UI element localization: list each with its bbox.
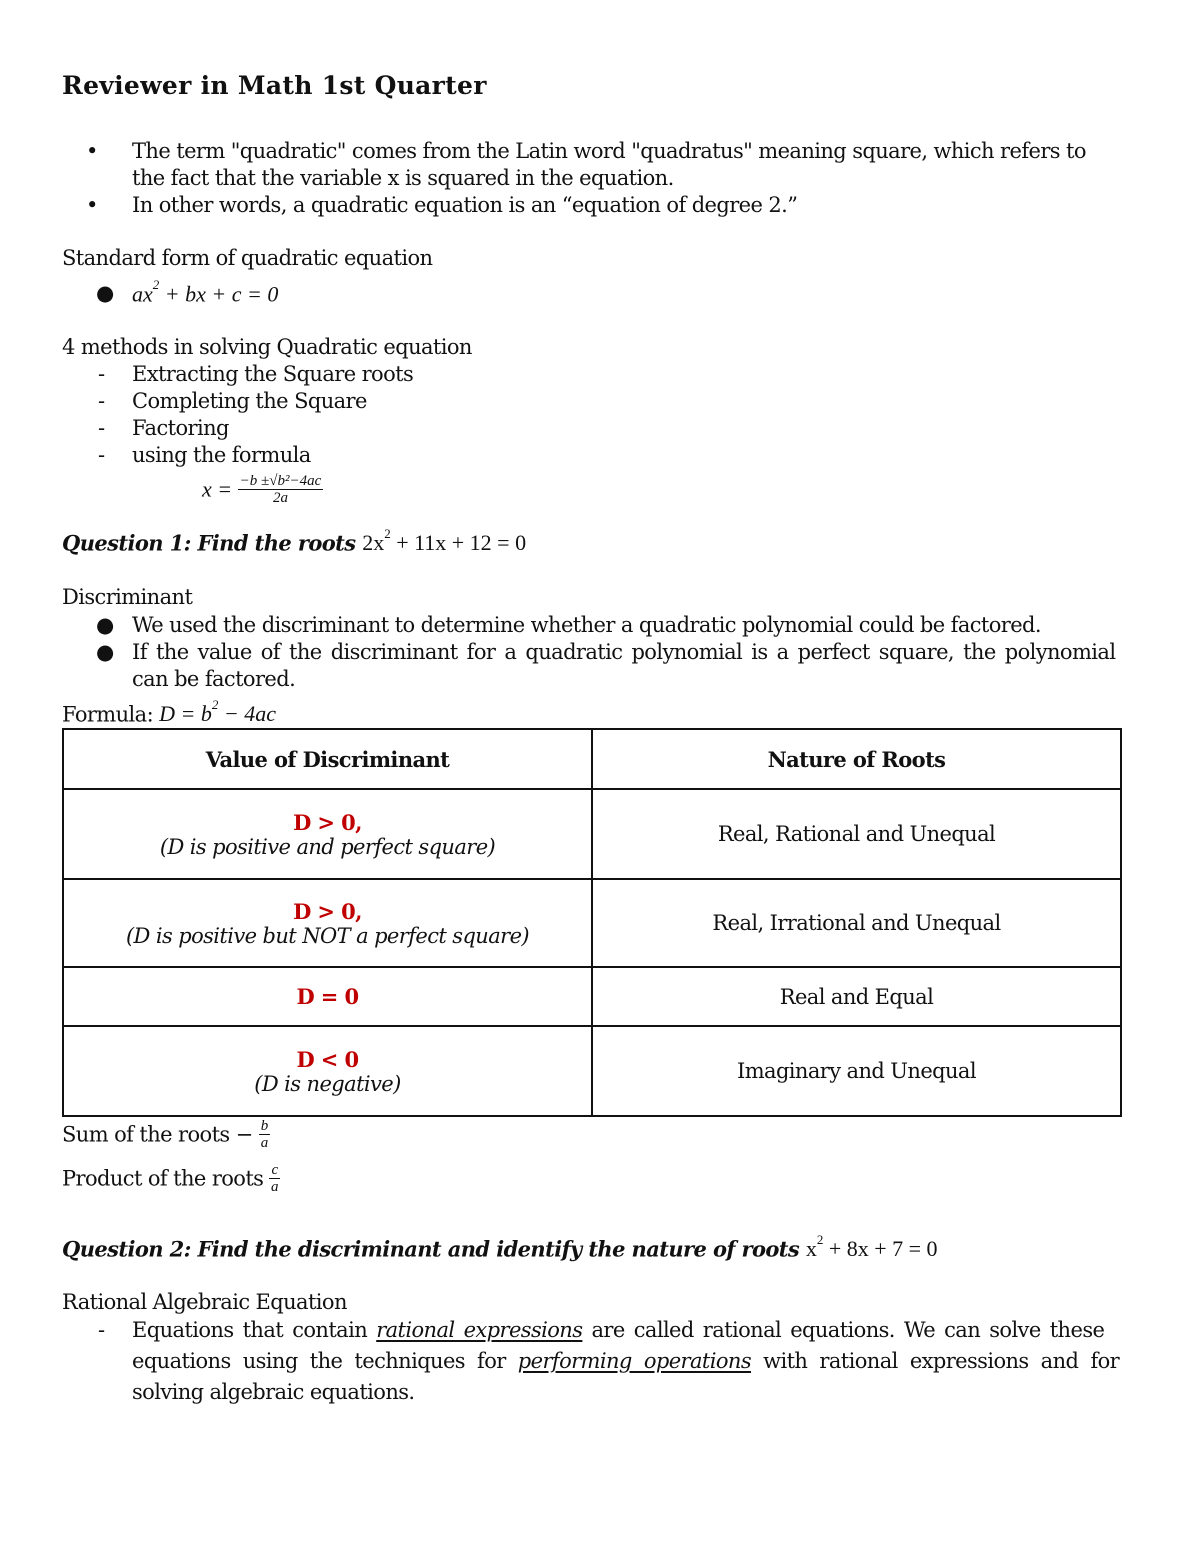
discriminant-text: can be factored. bbox=[132, 667, 296, 691]
table-header: Value of Discriminant bbox=[63, 729, 592, 789]
condition: D < 0 bbox=[296, 1046, 359, 1072]
intro-text: In other words, a quadratic equation is an “equation of degree 2.” bbox=[132, 193, 798, 217]
condition: D > 0, bbox=[293, 809, 362, 835]
table-header: Nature of Roots bbox=[592, 729, 1121, 789]
discriminant-table bbox=[62, 728, 1122, 1117]
dash-icon: - bbox=[98, 362, 105, 386]
section-heading: Standard form of quadratic equation bbox=[62, 246, 433, 270]
page-title: Reviewer in Math 1st Quarter bbox=[62, 71, 487, 100]
table-row bbox=[63, 967, 1121, 1026]
section-heading: 4 methods in solving Quadratic equation bbox=[62, 335, 472, 359]
nature-of-roots: Real, Rational and Unequal bbox=[592, 789, 1121, 879]
condition: D > 0, bbox=[293, 898, 362, 924]
table-row bbox=[63, 879, 1121, 967]
question-1: Question 1: Find the roots $2x^2 + 11x + 12 = 0$ bbox=[62, 526, 527, 556]
rational-text: solving algebraic equations. bbox=[132, 1380, 415, 1404]
section-heading: Rational Algebraic Equation bbox=[62, 1290, 347, 1314]
method-item: Completing the Square bbox=[132, 389, 367, 413]
standard-form-equation: $ax^2$ + bx + c = 0 bbox=[132, 277, 279, 307]
bullet-icon: • bbox=[86, 139, 98, 163]
discriminant-formula: Formula: $D = b^2 - 4ac$ bbox=[62, 697, 276, 727]
rational-text: Equations that contain rational expressions are called rational equations. We can solve these bbox=[132, 1318, 1105, 1342]
intro-text: The term "quadratic" comes from the Latin word "quadratus" meaning square, which refers to bbox=[132, 139, 1086, 163]
condition-note: (D is negative) bbox=[254, 1071, 401, 1096]
table-row bbox=[63, 1026, 1121, 1116]
bullet-icon: ● bbox=[96, 281, 114, 305]
condition: D = 0 bbox=[296, 984, 359, 1009]
dash-icon: - bbox=[98, 389, 105, 413]
intro-text: the fact that the variable x is squared in the equation. bbox=[132, 166, 674, 190]
condition-note: (D is positive and perfect square) bbox=[159, 834, 496, 859]
discriminant-text: We used the discriminant to determine whether a quadratic polynomial could be factored. bbox=[132, 613, 1041, 637]
method-item: Extracting the Square roots bbox=[132, 362, 414, 386]
quadratic-formula: x = $\frac{\text{−b ±√b²−4ac}}{2a}$ bbox=[202, 473, 322, 506]
question-2: Question 2: Find the discriminant and identify the nature of roots $x^2 + 8x + 7 = 0$ bbox=[62, 1232, 938, 1262]
nature-of-roots: Real, Irrational and Unequal bbox=[592, 879, 1121, 967]
bullet-icon: • bbox=[86, 193, 98, 217]
bullet-icon: ● bbox=[96, 613, 114, 637]
dash-icon: - bbox=[98, 443, 105, 467]
rational-text: equations using the techniques for performing operations with rational expressions and for bbox=[132, 1349, 1120, 1373]
dash-icon: - bbox=[98, 1318, 105, 1342]
nature-of-roots: Real and Equal bbox=[592, 967, 1121, 1026]
product-of-roots: Product of the roots $\frac{c}{a}$ bbox=[62, 1162, 279, 1195]
sum-of-roots: Sum of the roots − $\frac{b}{a}$ bbox=[62, 1118, 269, 1151]
rational-expressions-link[interactable]: rational expressions bbox=[376, 1318, 583, 1342]
dash-icon: - bbox=[98, 416, 105, 440]
table-row bbox=[63, 789, 1121, 879]
method-item: Factoring bbox=[132, 416, 229, 440]
section-heading: Discriminant bbox=[62, 585, 193, 609]
nature-of-roots: Imaginary and Unequal bbox=[592, 1026, 1121, 1116]
performing-operations-link[interactable]: performing operations bbox=[517, 1349, 752, 1373]
bullet-icon: ● bbox=[96, 640, 114, 664]
method-item: using the formula bbox=[132, 443, 311, 467]
discriminant-text: If the value of the discriminant for a quadratic polynomial is a perfect square, the polynomial bbox=[132, 640, 1116, 664]
condition-note: (D is positive but NOT a perfect square) bbox=[125, 923, 530, 948]
